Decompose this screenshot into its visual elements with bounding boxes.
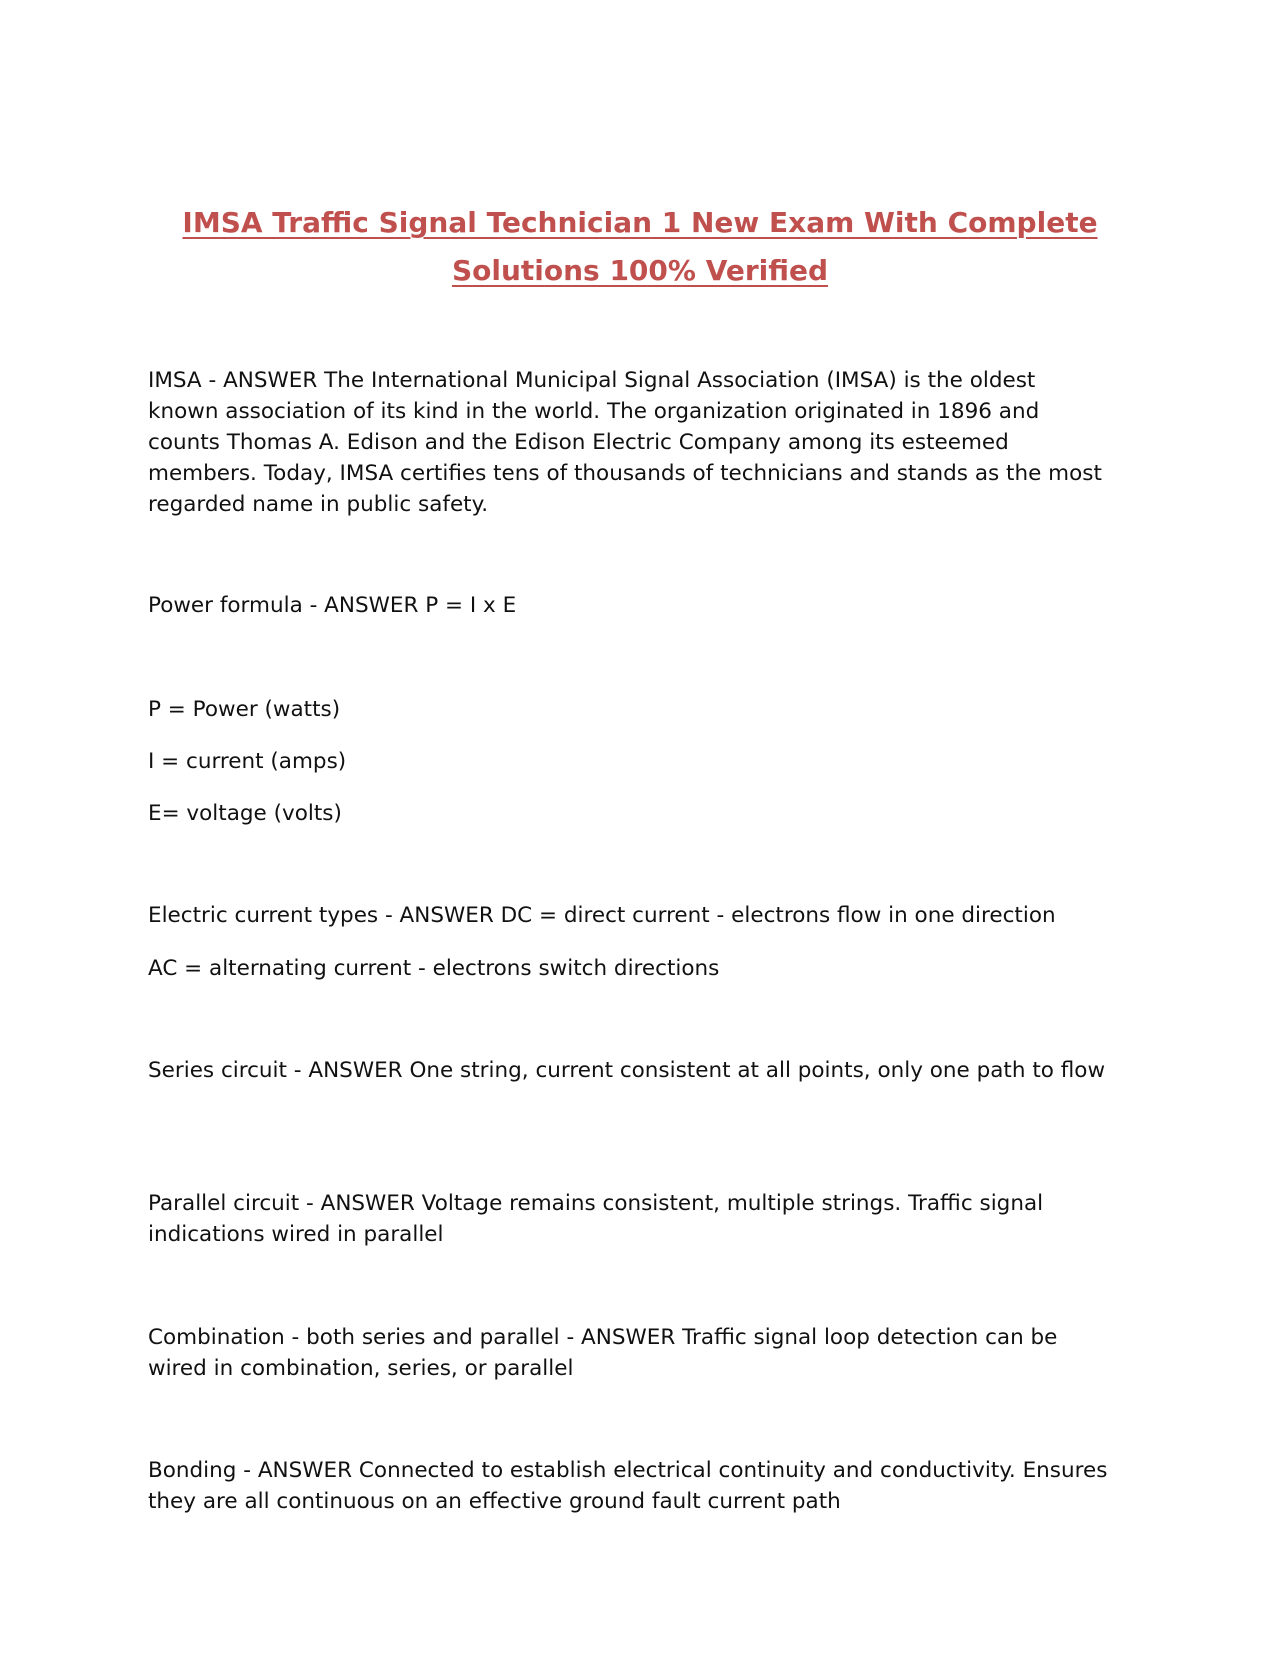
entry-power-formula: Power formula - ANSWER P = I x E (148, 593, 517, 618)
entry-power-e: E= voltage (volts) (148, 801, 342, 826)
entry-power-i: I = current (amps) (148, 749, 347, 774)
entry-current-ac: AC = alternating current - electrons switch directions (148, 956, 720, 981)
entry-series-circuit: Series circuit - ANSWER One string, current consistent at all points, only one path to flow (148, 1058, 1106, 1083)
entry-imsa: IMSA - ANSWER The International Municipal Signal Association (IMSA) is the oldest known association of its kind in the world. The organization originated in 1896 and counts Thomas A. Edison and the Edison Electric Company among its esteemed members. Today, IMSA certifies tens of thousands of technicians and stands as the most regarded name in public safety. (148, 368, 1102, 517)
title-line-2: Solutions 100% Verified (451, 254, 829, 287)
title-line-1: IMSA Traffic Signal Technician 1 New Exam With Complete (182, 206, 1098, 239)
entry-bonding: Bonding - ANSWER Connected to establish electrical continuity and conductivity. Ensures they are all continuous on an effective ground fault current path (148, 1458, 1108, 1514)
entry-parallel-circuit: Parallel circuit - ANSWER Voltage remains consistent, multiple strings. Traffic signal indications wired in parallel (148, 1191, 1044, 1247)
entry-combination: Combination - both series and parallel - ANSWER Traffic signal loop detection can be wired in combination, series, or parallel (148, 1325, 1058, 1381)
entry-current-types: Electric current types - ANSWER DC = direct current - electrons flow in one direction (148, 903, 1056, 928)
document-title (130, 199, 1150, 295)
entry-power-p: P = Power (watts) (148, 697, 341, 722)
